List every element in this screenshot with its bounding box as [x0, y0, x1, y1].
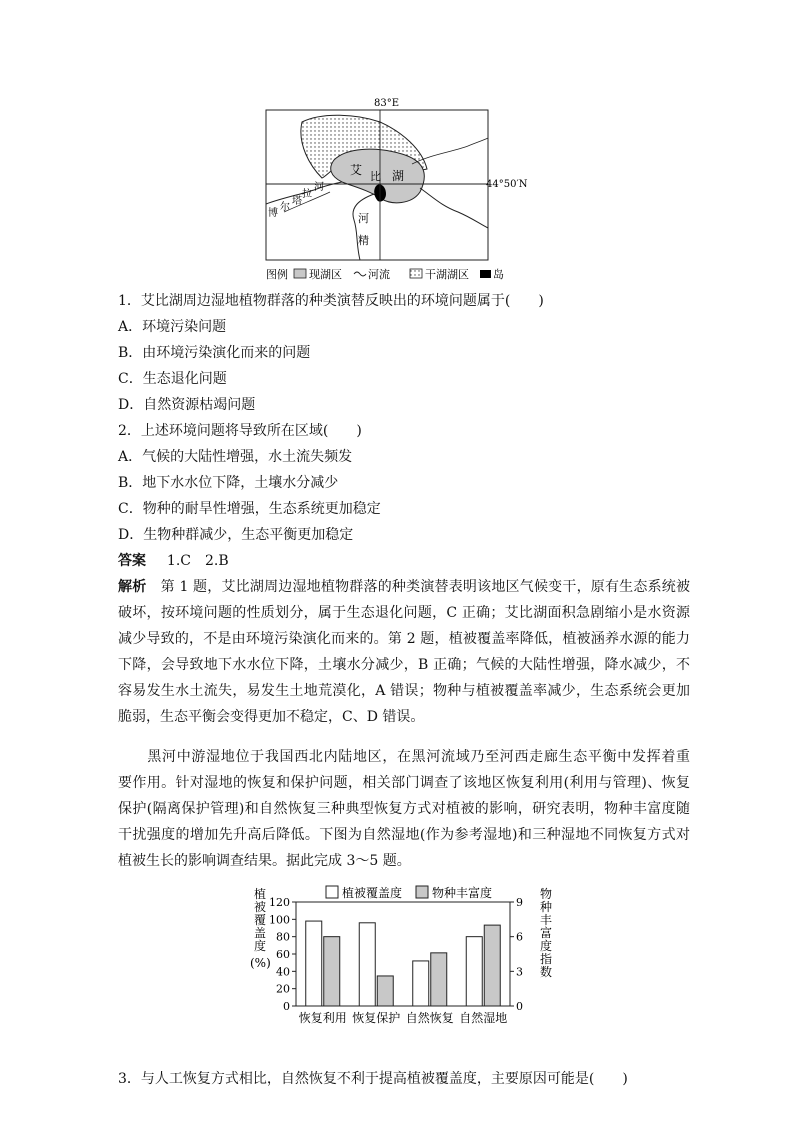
q1-option-d: D．自然资源枯竭问题 [118, 397, 256, 413]
answer-text: 1.C 2.B [166, 553, 229, 569]
right-tick-label: 3 [516, 965, 523, 979]
q2-option-b: B．地下水水位下降，土壤水分减少 [118, 475, 339, 491]
chart-plot-area [269, 896, 523, 1025]
category-label: 恢复保护 [352, 1011, 401, 1025]
legend-island-swatch [480, 270, 491, 278]
q1-option-b: B．由环境污染演化而来的问题 [118, 345, 311, 361]
left-tick-label: 0 [283, 1000, 290, 1013]
q2-option-c: C．物种的耐旱性增强，生态系统更加稳定 [118, 501, 381, 517]
vegetation-bar-chart [248, 882, 558, 1060]
answer-label: 答案 [118, 553, 146, 569]
legend-coverage-swatch [326, 886, 338, 898]
map-legend [266, 267, 504, 281]
legend-island: 岛 [493, 268, 504, 281]
bar-coverage [413, 961, 429, 1006]
lake-map-figure [262, 94, 562, 284]
legend-dry-lake-swatch [410, 269, 422, 278]
left-tick-label: 20 [276, 982, 290, 996]
intro-line-4: 干扰强度的增加先升高后降低。下图为自然湿地(作为参考湿地)和三种湿地不同恢复方式对 [118, 827, 690, 843]
analysis-block [118, 574, 690, 730]
lake-char-1: 艾 [350, 163, 363, 177]
jinghe-char-2: 精 [358, 234, 369, 247]
bar-coverage [306, 921, 322, 1006]
legend-river-icon [354, 272, 366, 276]
legend-coverage: 植被覆盖度 [342, 886, 403, 900]
category-label: 自然恢复 [405, 1011, 454, 1025]
legend-prefix: 图例 [266, 268, 288, 281]
analysis-line-4: 下降，会导致地下水水位下降，土壤水分减少，B 正确；气候的大陆性增强，降水减少，不 [118, 657, 690, 673]
legend-richness: 物种丰富度 [432, 886, 493, 900]
right-tick-label: 9 [516, 896, 523, 909]
lake-char-3: 湖 [392, 169, 405, 183]
intro-line-3: 保护(隔离保护管理)和自然恢复三种典型恢复方式对植被的影响，研究表明，物种丰富度随 [118, 801, 690, 817]
lake-char-2: 比 [370, 170, 381, 183]
longitude-label: 83°E [374, 98, 400, 109]
bortala-char-4: 拉 [302, 189, 312, 200]
intro-line-5: 植被生长的影响调查结果。据此完成 3～5 题。 [118, 853, 411, 869]
analysis-line-3: 减少导致的，不是由环境污染演化而来的。第 2 题，植被覆盖率降低，植被涵养水源的能力 [118, 631, 690, 647]
right-tick-label: 6 [516, 930, 523, 944]
left-tick-label: 120 [269, 896, 290, 909]
bar-richness [377, 976, 393, 1006]
intro-paragraph [118, 744, 690, 874]
left-tick-label: 60 [276, 948, 290, 961]
latitude-label: 44°50′N [486, 179, 528, 190]
analysis-line-5: 容易发生水土流失，易发生土地荒漠化，A 错误；物种与植被覆盖率减少，生态系统会更加 [118, 683, 690, 699]
q2-stem: 2．上述环境问题将导致所在区域( ) [118, 423, 362, 439]
bar-coverage [359, 923, 375, 1006]
q1-option-c: C．生态退化问题 [118, 371, 227, 387]
bortala-char-3: 塔 [292, 196, 302, 207]
q2-option-d: D．生物种群减少，生态平衡更加稳定 [118, 527, 354, 543]
bortala-char-5: 河 [314, 182, 324, 193]
analysis-line-6: 脆弱，生态平衡会变得更加不稳定，C、D 错误。 [118, 709, 425, 725]
chart-right-axis-title [540, 886, 552, 979]
bar-richness [324, 937, 340, 1006]
left-tick-label: 100 [269, 913, 290, 927]
bar-richness [484, 925, 500, 1006]
analysis-line-1: 解析 第 1 题，艾比湖周边湿地植物群落的种类演替表明该地区气候变干，原有生态系统被 [118, 579, 691, 595]
category-label: 恢复利用 [298, 1011, 347, 1025]
bortala-char-1: 博 [268, 208, 278, 219]
bar-richness [431, 953, 447, 1006]
bortala-char-2: 尔 [280, 202, 290, 213]
bar-coverage [466, 937, 482, 1006]
legend-river: 河流 [368, 268, 390, 281]
analysis-line-2: 破坏，按环境问题的性质划分，属于生态退化问题，C 正确；艾比湖面积急剧缩小是水资源 [118, 605, 690, 621]
chart-left-axis-title [250, 886, 271, 970]
category-label: 自然湿地 [459, 1011, 508, 1025]
left-tick-label: 40 [276, 965, 290, 979]
q1-stem: 1．艾比湖周边湿地植物群落的种类演替反映出的环境问题属于( ) [118, 293, 544, 309]
analysis-label: 解析 [118, 579, 147, 595]
q3-stem: 3．与人工恢复方式相比，自然恢复不利于提高植被覆盖度，主要原因可能是( ) [118, 1071, 628, 1087]
right-tick-label: 0 [516, 1000, 523, 1013]
chart-legend [326, 885, 492, 900]
right-axis-label: 物种丰富度指数 [540, 887, 553, 979]
legend-richness-swatch [416, 886, 428, 898]
intro-line-2: 要作用。针对湿地的恢复和保护问题，相关部门调查了该地区恢复利用(利用与管理)、恢复 [118, 775, 690, 791]
legend-lake-swatch [294, 269, 306, 278]
left-tick-label: 80 [276, 930, 290, 944]
q1-option-a: A．环境污染问题 [118, 319, 227, 335]
legend-current-lake: 现湖区 [309, 268, 342, 281]
left-axis-label: 植被覆盖度(%) [250, 887, 271, 970]
answer-line [118, 548, 229, 574]
jinghe-char-1: 河 [358, 212, 369, 225]
legend-dry-lake: 干湖湖区 [425, 268, 469, 281]
intro-line-1: 黑河中游湿地位于我国西北内陆地区，在黑河流域乃至河西走廊生态平衡中发挥着重 [118, 749, 690, 765]
q2-option-a: A．气候的大陆性增强，水土流失频发 [118, 449, 353, 465]
